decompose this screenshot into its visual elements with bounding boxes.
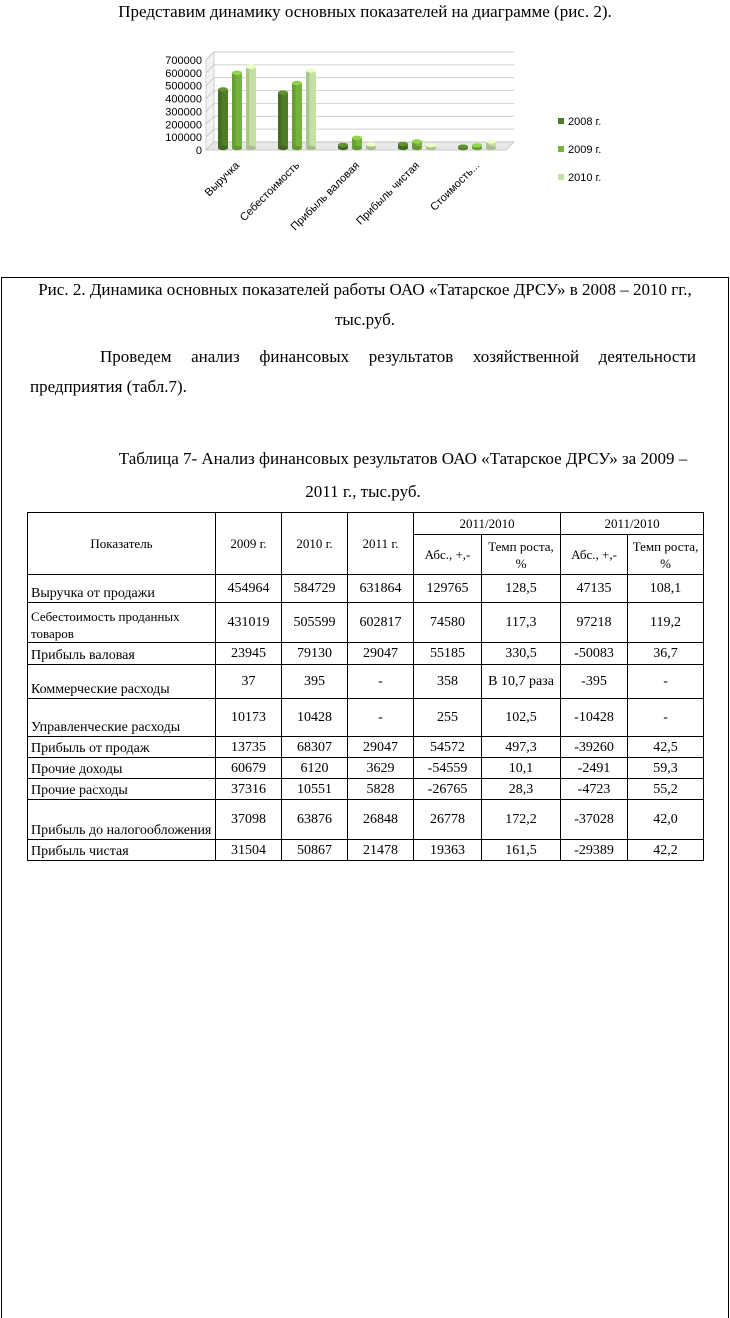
header-2010: 2010 г. — [282, 513, 348, 575]
cell-rate1: В 10,7 раза — [482, 665, 561, 699]
cell-abs2: -37028 — [561, 800, 628, 840]
bar-shadow — [232, 73, 236, 148]
x-tick-label: Стоимость... — [428, 159, 483, 214]
cell-abs2: -10428 — [561, 699, 628, 737]
table-row — [28, 737, 704, 758]
cell-abs1: 255 — [414, 699, 482, 737]
cell-abs2: -50083 — [561, 643, 628, 665]
cell-abs1: 55185 — [414, 643, 482, 665]
cell-v2010: 505599 — [282, 603, 348, 643]
cell-abs1: 74580 — [414, 603, 482, 643]
cell-rate2: 119,2 — [628, 603, 704, 643]
cell-v2010: 395 — [282, 665, 348, 699]
cell-rate2: 59,3 — [628, 758, 704, 779]
cell-v2009: 454964 — [216, 575, 282, 603]
bar-top — [292, 81, 302, 85]
x-tick-label: Прибыль чистая — [354, 159, 423, 228]
cell-abs1: 26778 — [414, 800, 482, 840]
cell-v2010: 10428 — [282, 699, 348, 737]
header-group-2: 2011/2010 — [561, 513, 704, 535]
bar-base — [278, 146, 288, 150]
legend-label: 2010 г. — [568, 172, 602, 184]
bar-top — [352, 136, 362, 140]
cell-v2011: 26848 — [348, 800, 414, 840]
legend-swatch — [558, 174, 564, 180]
cell-rate1: 117,3 — [482, 603, 561, 643]
bar-top — [338, 143, 348, 147]
bar-top — [398, 142, 408, 146]
bar-base — [218, 146, 228, 150]
bar-top — [278, 90, 288, 94]
cell-abs2: -4723 — [561, 779, 628, 800]
cell-rate2: 108,1 — [628, 575, 704, 603]
cell-abs2: -39260 — [561, 737, 628, 758]
cell-v2009: 31504 — [216, 840, 282, 861]
cell-rate1: 330,5 — [482, 643, 561, 665]
table-row — [28, 575, 704, 603]
cell-rate2: 42,5 — [628, 737, 704, 758]
bar-top — [232, 71, 242, 75]
cell-rate2: 42,2 — [628, 840, 704, 861]
cell-abs1: 129765 — [414, 575, 482, 603]
x-tick-label: Прибыль валовая — [288, 159, 363, 234]
cell-rate2: 36,7 — [628, 643, 704, 665]
cell-v2010: 68307 — [282, 737, 348, 758]
bar-base — [306, 146, 316, 150]
row-label: Прочие расходы — [28, 779, 216, 800]
y-tick-label: 300000 — [165, 106, 202, 119]
body-paragraph: Проведем анализ финансовых результатов хозяйственной деятельности предприятия (табл.7). — [30, 347, 696, 396]
row-label: Себестоимость проданных товаров — [28, 603, 216, 643]
header-abs-1: Абс., +,- — [414, 535, 482, 575]
header-indicator: Показатель — [28, 513, 216, 575]
bar-top — [306, 68, 316, 72]
cell-rate1: 161,5 — [482, 840, 561, 861]
cell-rate2: 55,2 — [628, 779, 704, 800]
bar-top — [218, 87, 228, 91]
cell-v2009: 23945 — [216, 643, 282, 665]
y-tick-label: 200000 — [165, 119, 202, 132]
bar-top — [472, 143, 482, 147]
legend-swatch — [558, 118, 564, 124]
bar-top — [246, 65, 256, 69]
cell-rate1: 172,2 — [482, 800, 561, 840]
table-row — [28, 800, 704, 840]
y-tick-label: 400000 — [165, 93, 202, 106]
results-table — [27, 512, 704, 861]
row-label: Коммерческие расходы — [28, 665, 216, 699]
bar-shadow — [292, 83, 296, 148]
cell-v2011: 3629 — [348, 758, 414, 779]
cell-rate1: 10,1 — [482, 758, 561, 779]
row-label: Прибыль валовая — [28, 643, 216, 665]
y-tick-label: 0 — [195, 145, 202, 157]
cell-v2010: 6120 — [282, 758, 348, 779]
cell-v2011: 5828 — [348, 779, 414, 800]
header-rate-2: Темп роста, % — [628, 535, 704, 575]
cell-abs2: -395 — [561, 665, 628, 699]
cell-rate1: 102,5 — [482, 699, 561, 737]
figure-caption: Рис. 2. Динамика основных показателей работы ОАО «Татарское ДРСУ» в 2008 – 2010 гг., тыс.руб. — [38, 280, 692, 329]
row-label: Прибыль до налогообложения — [28, 800, 216, 840]
bar-base — [246, 146, 256, 150]
bar-shadow — [278, 93, 282, 148]
cell-v2010: 63876 — [282, 800, 348, 840]
cell-rate2: - — [628, 665, 704, 699]
bar-base — [352, 146, 362, 150]
header-group-1: 2011/2010 — [414, 513, 561, 535]
header-2011: 2011 г. — [348, 513, 414, 575]
header-abs-2: Абс., +,- — [561, 535, 628, 575]
cell-abs1: -26765 — [414, 779, 482, 800]
cell-abs2: -29389 — [561, 840, 628, 861]
cell-v2011: - — [348, 699, 414, 737]
cell-v2010: 10551 — [282, 779, 348, 800]
cell-v2009: 431019 — [216, 603, 282, 643]
cell-v2011: 29047 — [348, 737, 414, 758]
cell-abs1: -54559 — [414, 758, 482, 779]
cell-v2010: 50867 — [282, 840, 348, 861]
cell-abs1: 358 — [414, 665, 482, 699]
cell-v2011: 602817 — [348, 603, 414, 643]
row-label: Прибыль от продаж — [28, 737, 216, 758]
table-row — [28, 603, 704, 643]
cell-v2011: 29047 — [348, 643, 414, 665]
cell-abs2: 97218 — [561, 603, 628, 643]
bar-shadow — [218, 90, 222, 148]
cell-rate1: 28,3 — [482, 779, 561, 800]
cell-v2010: 584729 — [282, 575, 348, 603]
bar-base — [412, 146, 422, 150]
bar-top — [412, 139, 422, 143]
cell-rate2: 42,0 — [628, 800, 704, 840]
bar-base — [232, 146, 242, 150]
cell-rate1: 497,3 — [482, 737, 561, 758]
bar-base — [292, 146, 302, 150]
y-tick-label: 100000 — [165, 132, 202, 145]
cell-v2009: 10173 — [216, 699, 282, 737]
cell-v2010: 79130 — [282, 643, 348, 665]
bar-top — [366, 142, 376, 146]
cell-abs1: 19363 — [414, 840, 482, 861]
cell-abs2: -2491 — [561, 758, 628, 779]
bar-base — [398, 146, 408, 150]
legend-label: 2008 г. — [568, 116, 602, 128]
table-row — [28, 758, 704, 779]
bar-shadow — [306, 70, 310, 148]
table-title: Таблица 7- Анализ финансовых результатов ОАО «Татарское ДРСУ» за 2009 – 2011 г., тыс.руб. — [118, 449, 688, 501]
cell-v2009: 37 — [216, 665, 282, 699]
table-row — [28, 665, 704, 699]
y-tick-label: 700000 — [165, 55, 202, 67]
y-tick-label: 500000 — [165, 80, 202, 93]
cell-v2011: - — [348, 665, 414, 699]
cell-v2009: 60679 — [216, 758, 282, 779]
bar-chart — [130, 40, 650, 270]
row-label: Выручка от продажи — [28, 575, 216, 603]
table-row — [28, 643, 704, 665]
table-row — [28, 779, 704, 800]
side-wall — [206, 52, 214, 150]
cell-rate1: 128,5 — [482, 575, 561, 603]
x-tick-label: Выручка — [202, 159, 243, 199]
row-label: Управленческие расходы — [28, 699, 216, 737]
row-label: Прочие доходы — [28, 758, 216, 779]
x-tick-label: Себестоимость — [237, 159, 303, 224]
cell-rate2: - — [628, 699, 704, 737]
cell-v2011: 21478 — [348, 840, 414, 861]
legend-label: 2009 г. — [568, 144, 602, 156]
header-2009: 2009 г. — [216, 513, 282, 575]
cell-abs2: 47135 — [561, 575, 628, 603]
intro-text: Представим динамику основных показателей на диаграмме (рис. 2). — [118, 2, 612, 21]
row-label: Прибыль чистая — [28, 840, 216, 861]
table-row — [28, 840, 704, 861]
cell-v2009: 13735 — [216, 737, 282, 758]
legend-swatch — [558, 146, 564, 152]
bar-shadow — [246, 67, 250, 148]
cell-v2011: 631864 — [348, 575, 414, 603]
table-row — [28, 699, 704, 737]
y-tick-label: 600000 — [165, 67, 202, 80]
bar-base — [486, 146, 496, 150]
bar-top — [458, 145, 468, 149]
bar-top — [486, 139, 496, 143]
header-rate-1: Темп роста, % — [482, 535, 561, 575]
cell-abs1: 54572 — [414, 737, 482, 758]
cell-v2009: 37316 — [216, 779, 282, 800]
bar-top — [426, 143, 436, 147]
cell-v2009: 37098 — [216, 800, 282, 840]
